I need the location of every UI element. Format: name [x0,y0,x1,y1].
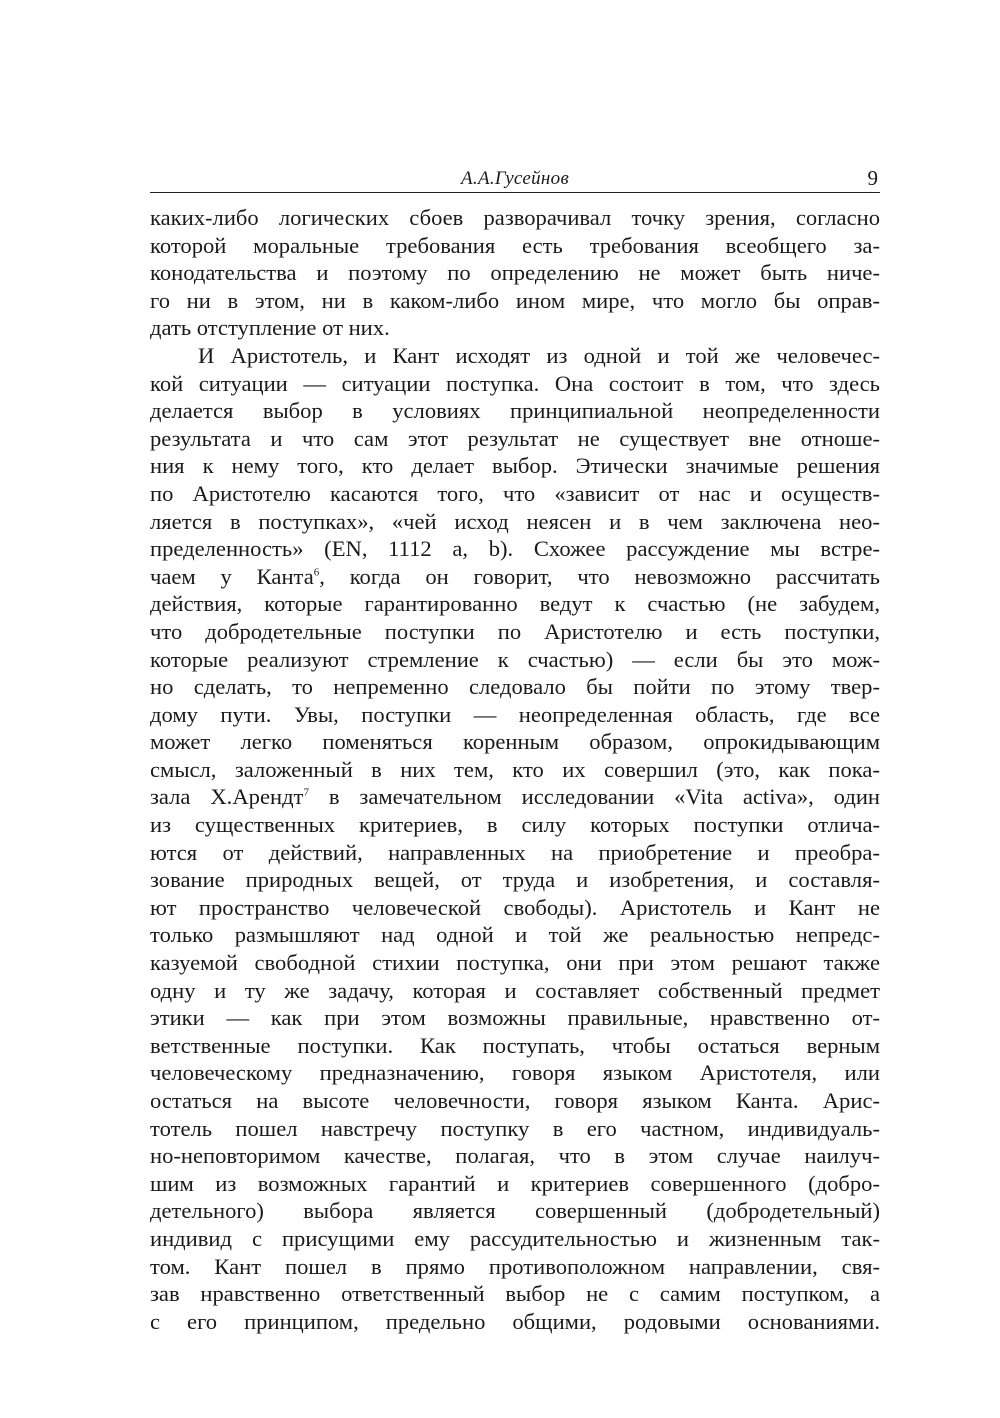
text-line: дому пути. Увы, поступки — неопределенная область, где все [150,701,880,727]
text-line: том. Кант пошел в прямо противоположном направлении, свя- [150,1253,880,1279]
page-header [150,166,880,193]
text-line: по Аристотелю касаются того, что «зависит от нас и осуществ- [150,480,880,506]
paragraph-2 [150,342,880,1335]
text-line: которые реализуют стремление к счастью) — если бы это мож- [150,646,880,672]
text-line: зование природных вещей, от труда и изобретения, и составля- [150,867,880,893]
text-line: человеческому предназначению, говоря языком Аристотеля, или [150,1060,880,1086]
text-line: которой моральные требования есть требования всеобщего за- [150,232,880,258]
text-line: ются от действий, направленных на приобретение и преобра- [150,839,880,865]
text-line: дать отступление от них. [150,315,390,341]
paragraph-1 [150,204,880,342]
text-line: ветственные поступки. Как поступать, чтобы остаться верным [150,1032,880,1058]
text-line: но сделать, то непременно следовало бы пойти по этому твер- [150,674,880,700]
text-line: этики — как при этом возможны правильные, нравственно от- [150,1005,880,1031]
footnote-ref-6[interactable]: 6 [313,566,320,579]
text-line: одну и ту же задачу, которая и составляет собственный предмет [150,977,880,1003]
text-line: индивид с присущими ему рассудительностью и жизненным так- [150,1225,880,1251]
running-head: А.А.Гусейнов [460,168,570,189]
text-line: ния к нему того, кто делает выбор. Этически значимые решения [150,453,880,479]
text-line: го ни в этом, ни в каком-либо ином мире, что могло бы оправ- [150,287,880,313]
text-line: шим из возможных гарантий и критериев совершенного (добро- [150,1170,880,1196]
text-line: детельного) выбора является совершенный (добродетельный) [150,1198,880,1224]
body-text [150,204,880,1335]
text-line: пределенность» (EN, 1112 a, b). Схожее рассуждение мы встре- [150,536,880,562]
text-line: И Аристотель, и Кант исходят из одной и той же человечес- [198,342,880,368]
text-segment: в замечательном исследовании «Vita activa», один [308,784,880,810]
text-segment: чаем у Канта [150,563,314,589]
text-line: из существенных критериев, в силу которых поступки отлича- [150,812,880,838]
text-line: ляется в поступках», «чей исход неясен и в чем заключена нео- [150,508,880,534]
text-line: казуемой свободной стихии поступка, они при этом решают также [150,950,880,976]
text-line [150,783,880,811]
text-line: остаться на высоте человечности, говоря языком Канта. Арис- [150,1088,880,1113]
text-line: тотель пошел навстречу поступку в его частном, индивидуаль- [150,1115,880,1141]
text-line: смысл, заложенный в них тем, кто их совершил (это, как пока- [150,756,880,782]
text-line: но-неповторимом качестве, полагая, что в этом случае наилуч- [150,1143,880,1169]
text-line: каких-либо логических сбоев разворачивал точку зрения, согласно [150,205,880,230]
text-line: что добродетельные поступки по Аристотелю и есть поступки, [150,618,880,644]
text-line: конодательства и поэтому по определению не может быть ниче- [150,260,880,286]
text-line: зав нравственно ответственный выбор не с самим поступком, а [150,1281,880,1307]
text-segment: зала Х.Арендт [150,784,304,810]
page-number: 9 [867,166,878,190]
text-line [150,563,880,591]
footnote-ref-7[interactable]: 7 [303,786,309,799]
text-line: кой ситуации — ситуации поступка. Она состоит в том, что здесь [150,370,880,396]
text-line: результата и что сам этот результат не существует вне отноше- [150,425,880,451]
text-line: ют пространство человеческой свободы). Аристотель и Кант не [150,894,880,920]
text-line: может легко поменяться коренным образом, опрокидывающим [150,729,880,755]
text-line: делается выбор в условиях принципиальной неопределенности [150,398,880,424]
text-segment: , когда он говорит, что невозможно рассчитать [319,563,880,589]
text-line: только размышляют над одной и той же реальностью непредс- [150,922,880,948]
text-line: действия, которые гарантированно ведут к счастью (не забудем, [150,591,880,617]
text-line: с его принципом, предельно общими, родовыми основаниями. [150,1308,880,1334]
